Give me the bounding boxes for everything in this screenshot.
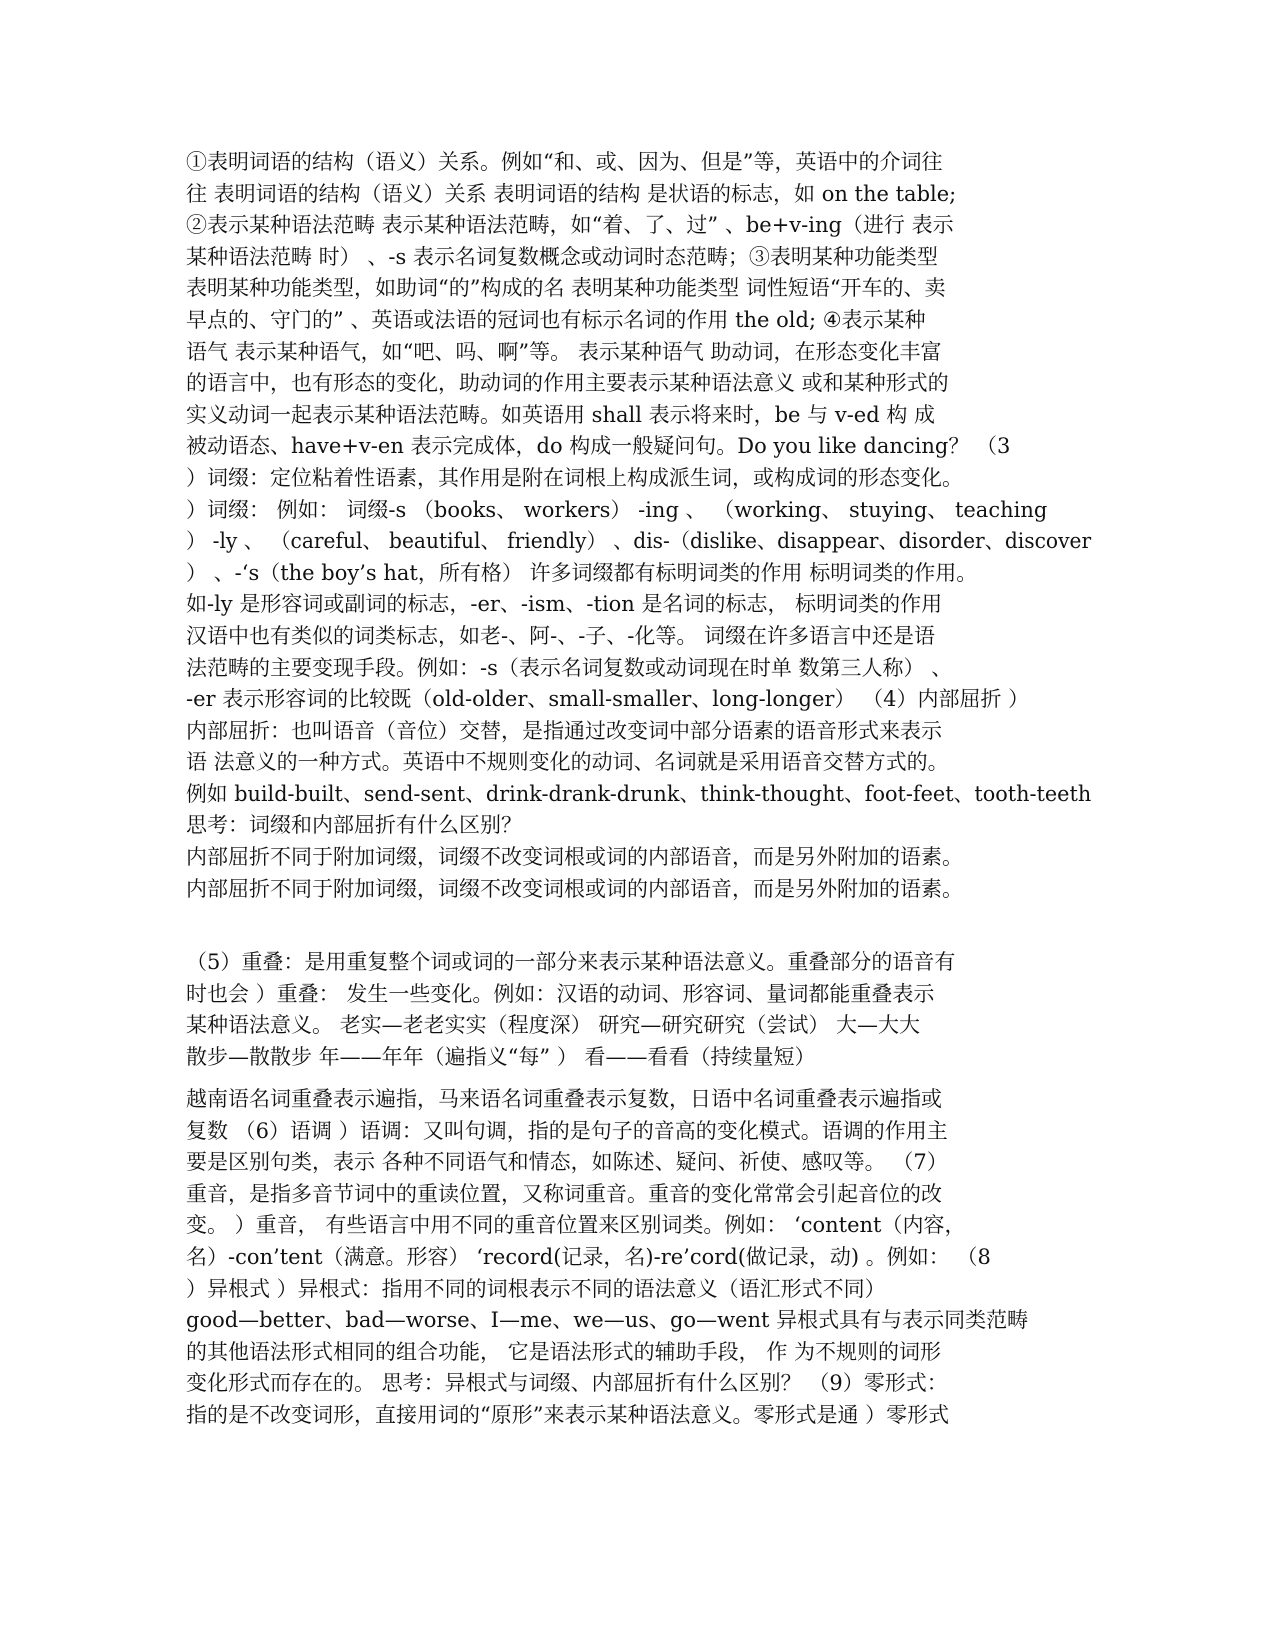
text-line: ）异根式 ）异根式：指用不同的词根表示不同的语法意义（语汇形式不同） <box>186 1276 886 1301</box>
paragraph-grammar-means <box>186 147 1092 905</box>
text-line: （5）重叠：是用重复整个词或词的一部分来表示某种语法意义。重叠部分的语音有 <box>186 950 956 974</box>
text-line: 变。 ）重音， 有些语言中用不同的重音位置来区别词类。例如： ‘content（内容， <box>186 1213 966 1238</box>
text-line: ）词缀： 例如： 词缀-s （books、 workers） -ing 、 （working、 stuying、 teaching <box>186 497 1048 522</box>
text-line: 法范畴的主要变现手段。例如：-s（表示名词复数或动词现在时单 数第三人称） 、 <box>186 655 953 680</box>
text-line: 的语言中，也有形态的变化，助动词的作用主要表示某种语法意义 或和某种形式的 <box>186 371 949 396</box>
text-line: 指的是不改变词形，直接用词的“原形”来表示某种语法意义。零形式是通 ）零形式 <box>186 1402 950 1427</box>
text-line: 例如 build-built、send-sent、drink-drank-drunk、think-thought、foot-feet、tooth-teeth <box>186 781 1092 806</box>
text-line: 语气 表示某种语气，如“吧、吗、啊”等。 表示某种语气 助动词，在形态变化丰富 <box>186 339 942 364</box>
paragraph-intonation-stress <box>186 1084 1086 1432</box>
text-line: ） -ly 、 （careful、 beautiful、 friendly） 、dis-（dislike、disappear、disorder、discover <box>186 529 1092 554</box>
text-line: 要是区别句类，表示 各种不同语气和情态，如陈述、疑问、祈使、感叹等。 （7） <box>186 1150 948 1175</box>
text-line: 重音，是指多音节词中的重读位置，又称词重音。重音的变化常常会引起音位的改 <box>186 1181 942 1206</box>
text-line: 散步—散散步 年——年年（遍指义“每” ） 看——看看（持续量短） <box>186 1044 816 1069</box>
text-line: 复数 （6）语调 ）语调：又叫句调，指的是句子的音高的变化模式。语调的作用主 <box>186 1118 948 1143</box>
text-line: 越南语名词重叠表示遍指，马来语名词重叠表示复数，日语中名词重叠表示遍指或 <box>186 1087 942 1111</box>
text-line: 语 法意义的一种方式。英语中不规则变化的动词、名词就是采用语音交替方式的。 <box>186 750 949 775</box>
text-line: 的其他语法形式相同的组合功能， 它是语法形式的辅助手段， 作 为不规则的词形 <box>186 1339 942 1364</box>
text-line: 内部屈折：也叫语音（音位）交替，是指通过改变词中部分语素的语音形式来表示 <box>186 718 942 743</box>
text-line: 如-ly 是形容词或副词的标志，-er、-ism、-tion 是名词的标志， 标明词类的作用 <box>186 592 943 617</box>
text-line: 汉语中也有类似的词类标志，如老-、阿-、-子、-化等。 词缀在许多语言中还是语 <box>186 623 936 648</box>
paragraph-reduplication <box>186 947 1086 1073</box>
text-line: 早点的、守门的” 、英语或法语的冠词也有标示名词的作用 the old; ④表示某种 <box>186 307 926 332</box>
text-line: 思考：词缀和内部屈折有什么区别？ <box>186 813 522 838</box>
text-line: 时也会 ）重叠： 发生一些变化。例如：汉语的动词、形容词、量词都能重叠表示 <box>186 981 935 1006</box>
text-line: 表明某种功能类型，如助词“的”构成的名 表明某种功能类型 词性短语“开车的、卖 <box>186 276 946 301</box>
text-line: ①表明词语的结构（语义）关系。例如“和、或、因为、但是”等，英语中的介词往 <box>186 150 943 174</box>
text-line: good—better、bad—worse、I—me、we—us、go—went 异根式具有与表示同类范畴 <box>186 1308 1029 1333</box>
text-line: ）词缀：定位粘着性语素，其作用是附在词根上构成派生词，或构成词的形态变化。 <box>186 465 963 490</box>
text-line: 变化形式而存在的。 思考：异根式与词缀、内部屈折有什么区别？ （9）零形式： <box>186 1371 948 1396</box>
text-line: 实义动词一起表示某种语法范畴。如英语用 shall 表示将来时，be 与 v-ed 构 成 <box>186 402 936 427</box>
text-line: ②表示某种语法范畴 表示某种语法范畴，如“着、了、过” 、be+v-ing（进行 表示 <box>186 213 954 238</box>
text-line: 往 表明词语的结构（语义）关系 表明词语的结构 是状语的标志，如 on the table; <box>186 181 957 206</box>
text-line: 名）-con’tent（满意。形容） ‘record(记录，名)-re’cord(做记录，动) 。例如： （8 <box>186 1244 991 1269</box>
text-line: 某种语法范畴 时） 、-s 表示名词复数概念或动词时态范畴；③表明某种功能类型 <box>186 244 938 269</box>
text-line: ） 、-‘s（the boy’s hat，所有格） 许多词缀都有标明词类的作用 标明词类的作用。 <box>186 560 978 585</box>
text-line: 某种语法意义。 老实—老老实实（程度深） 研究—研究研究（尝试） 大—大大 <box>186 1013 921 1038</box>
text-line: 内部屈折不同于附加词缀，词缀不改变词根或词的内部语音，而是另外附加的语素。 <box>186 845 963 870</box>
text-line: 被动语态、have+v-en 表示完成体，do 构成一般疑问句。Do you like dancing？ （3 <box>186 434 1011 459</box>
text-line: -er 表示形容词的比较既（old-older、small-smaller、long-longer） （4）内部屈折 ） <box>186 687 1030 712</box>
text-line: 内部屈折不同于附加词缀，词缀不改变词根或词的内部语音，而是另外附加的语素。 <box>186 876 963 901</box>
